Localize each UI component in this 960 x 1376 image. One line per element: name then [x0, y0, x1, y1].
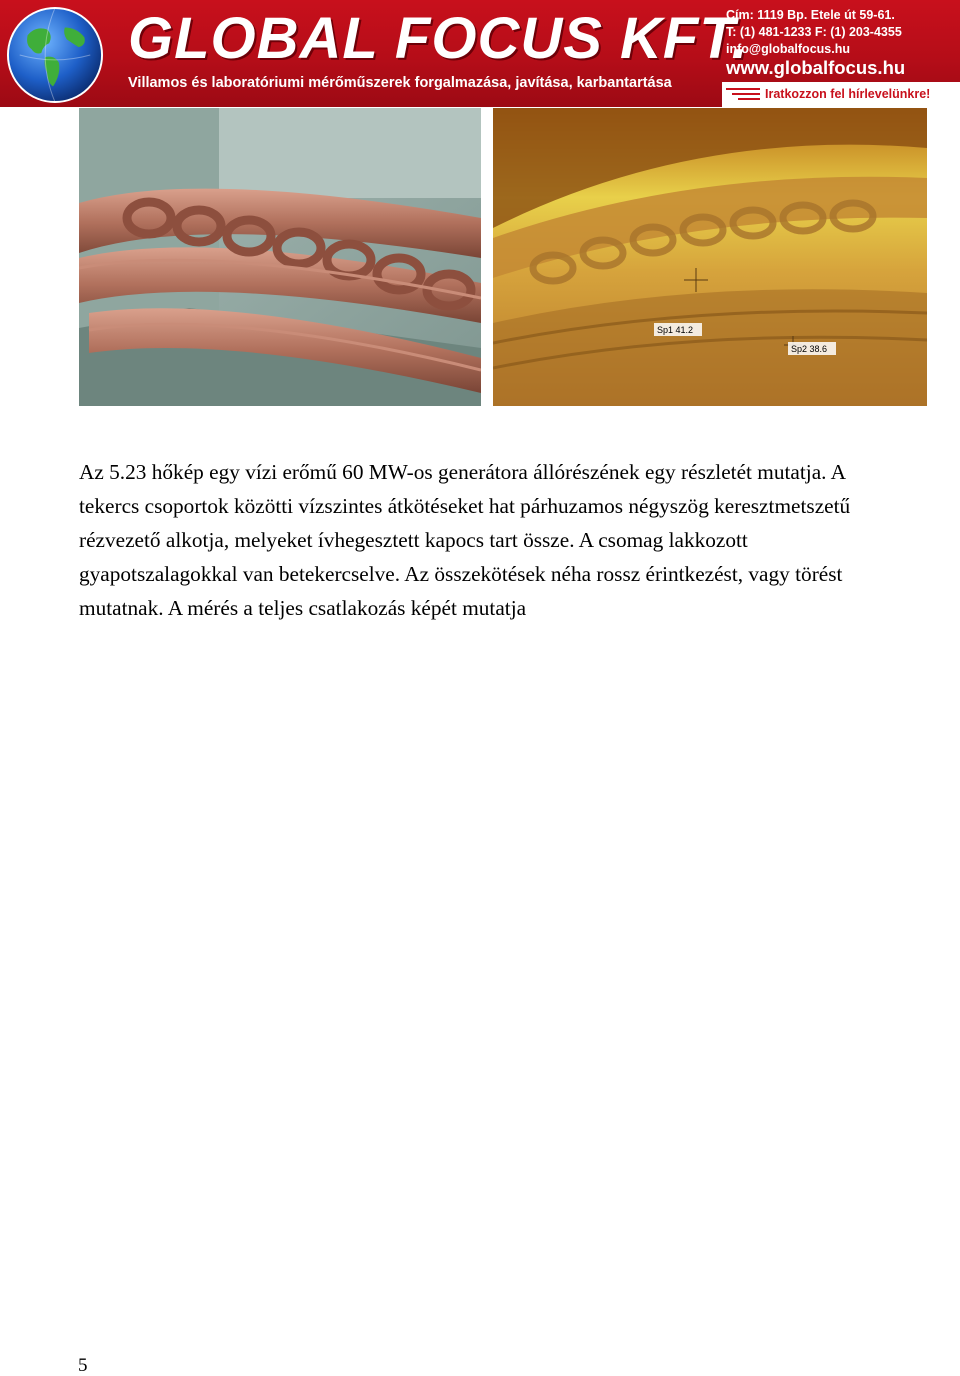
email-link[interactable]: info@globalfocus.hu — [726, 42, 850, 56]
company-name: GLOBAL FOCUS KFT. — [128, 6, 749, 71]
contact-block — [726, 7, 902, 58]
thermal-image — [493, 108, 927, 406]
company-tagline: Villamos és laboratóriumi mérőműszerek forgalmazása, javítása, karbantartása — [128, 75, 672, 91]
website-link[interactable]: www.globalfocus.hu — [726, 57, 906, 78]
figure-description-paragraph: Az 5.23 hőkép egy vízi erőmű 60 MW-os generátora állórészének egy részletét mutatja. A tekercs csoportok közötti vízszintes átkötéseket hat párhuzamos négyszög keresztmetszetű rézvezető alkotja, melyeket ívhegesztett kapocs tart össze. A csomag lakkozott gyapotszalagokkal van betekercselve. Az összekötések néha rossz érintkezést, vagy törést mutatnak. A mérés a teljes csatlakozás képét mutatja — [79, 460, 851, 620]
thermal-spot-2-label: Sp2 38.6 — [791, 344, 828, 354]
thermal-image-icon — [493, 108, 927, 406]
page-number: 5 — [78, 1355, 88, 1376]
speed-lines-icon — [726, 86, 762, 102]
globe-icon — [6, 6, 104, 104]
address-text: Cím: 1119 Bp. Etele út 59-61. — [726, 8, 895, 22]
phone-text: T: (1) 481-1233 F: (1) 203-4355 — [726, 25, 902, 39]
generator-winding-photo — [79, 108, 481, 406]
company-banner — [0, 0, 960, 107]
generator-winding-photo-icon — [79, 108, 481, 406]
newsletter-subscribe-link[interactable]: Iratkozzon fel hírlevelünkre! — [765, 87, 931, 101]
thermal-spot-1-label: Sp1 41.2 — [657, 325, 694, 335]
